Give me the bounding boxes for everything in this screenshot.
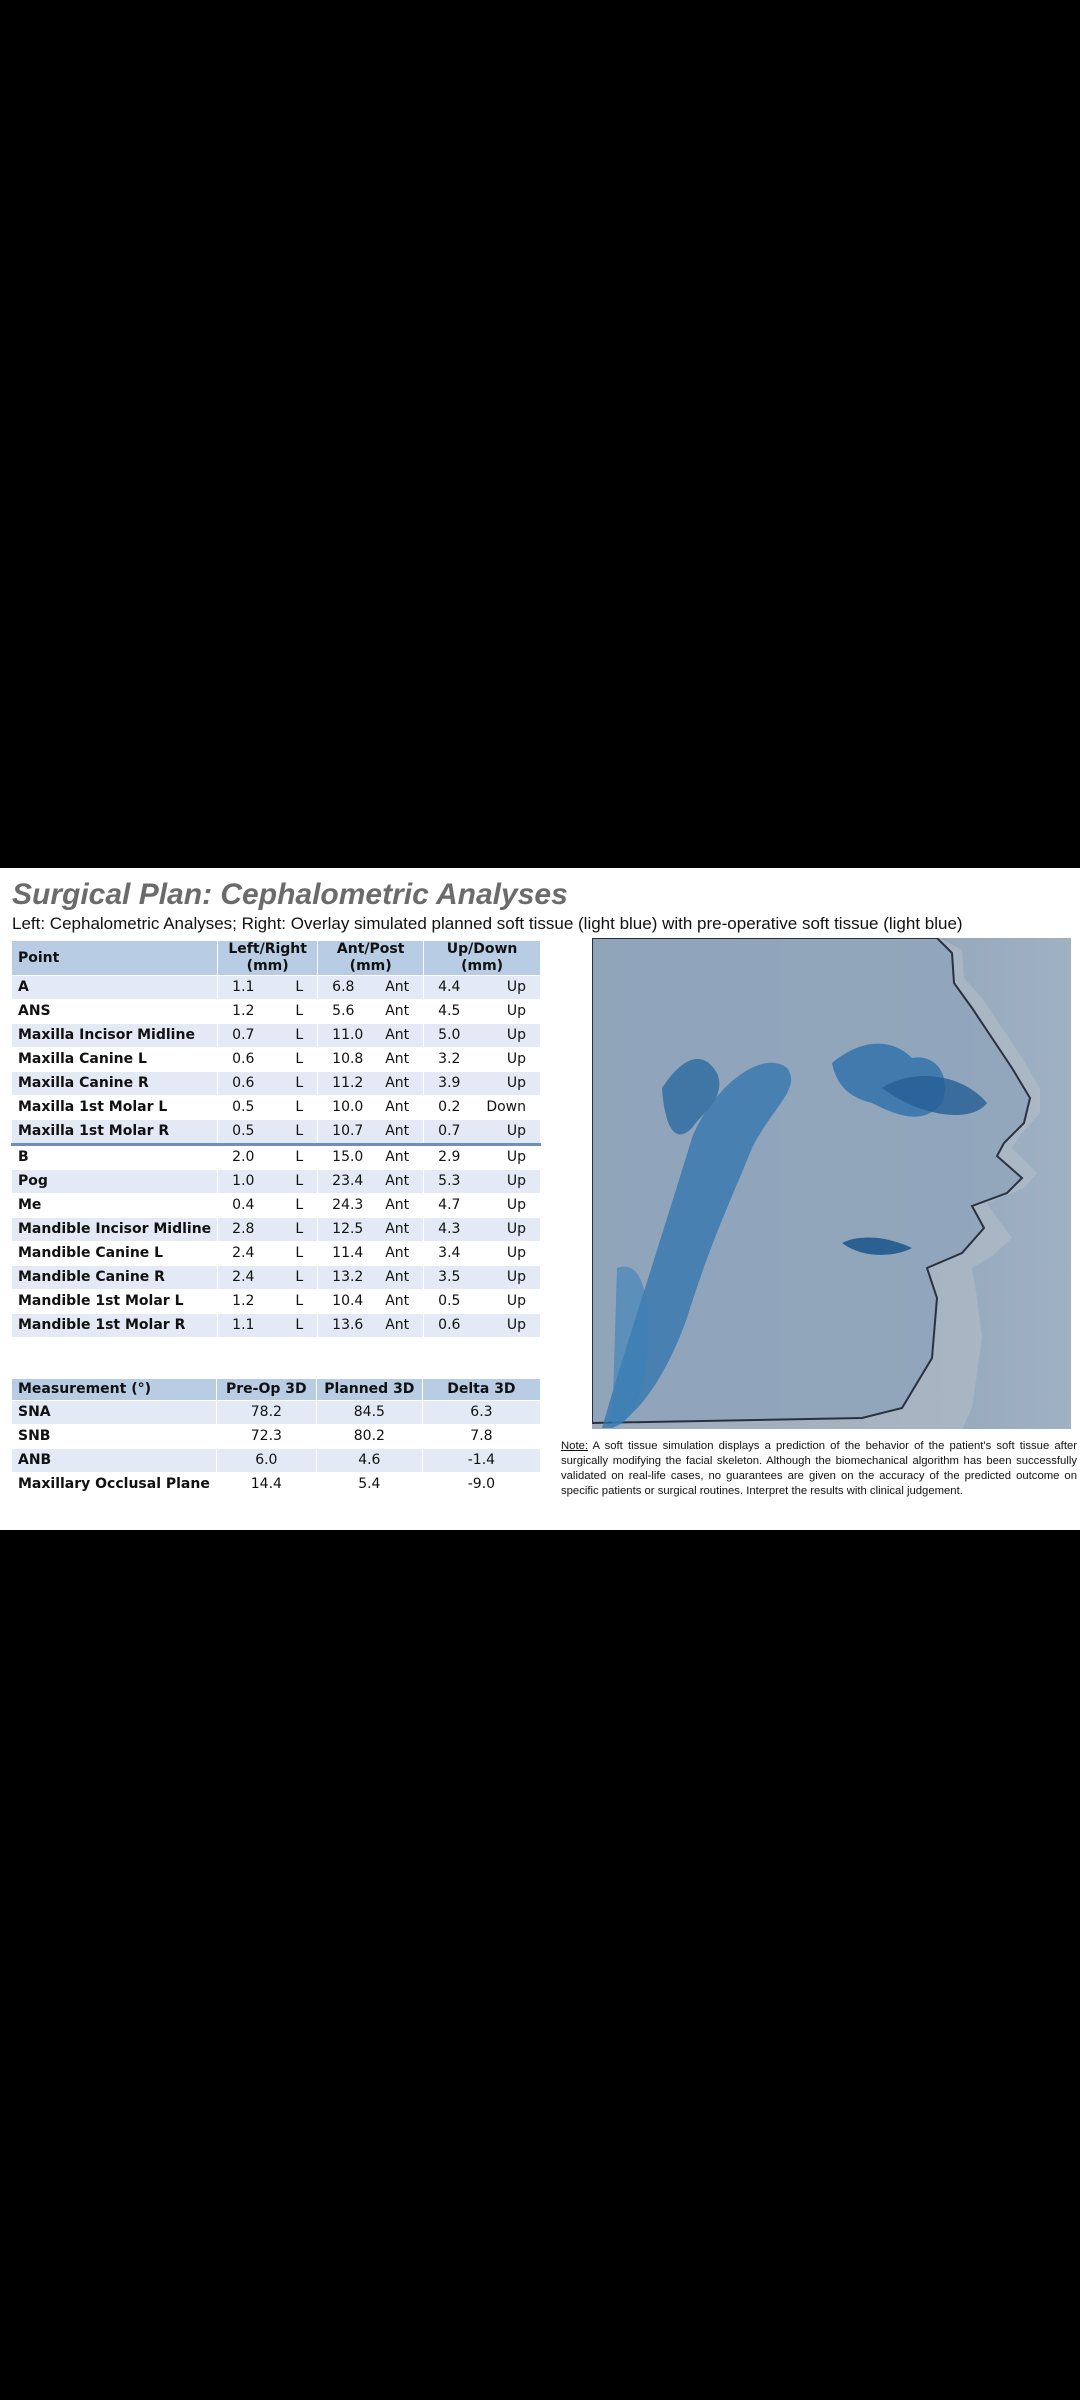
up-down-direction: Up [506, 1269, 526, 1285]
ant-post-direction: Ant [385, 1003, 410, 1019]
table-cell [12, 1120, 218, 1145]
point-name: Maxilla Canine R [18, 1075, 149, 1091]
table-cell [424, 1145, 541, 1170]
table-row [12, 1024, 541, 1048]
table-cell [424, 976, 541, 1000]
table-cell [424, 1000, 541, 1024]
up-down-value: 5.3 [438, 1173, 461, 1189]
table-cell [12, 1170, 218, 1194]
table-cell [318, 1120, 424, 1145]
ant-post-direction: Ant [385, 1317, 410, 1333]
measurement-name: Maxillary Occlusal Plane [12, 1473, 217, 1497]
up-down-direction: Up [506, 1051, 526, 1067]
delta-value: 6.3 [422, 1401, 540, 1425]
table-cell [218, 1218, 318, 1242]
left-right-value: 1.2 [232, 1293, 255, 1309]
table-cell [424, 1096, 541, 1120]
measurement-name: SNB [12, 1425, 217, 1449]
table-cell [424, 1024, 541, 1048]
ant-post-value: 6.8 [332, 979, 355, 995]
up-down-direction: Up [506, 1245, 526, 1261]
up-down-value: 5.0 [438, 1027, 461, 1043]
table-cell [424, 1072, 541, 1096]
points-table [11, 940, 541, 1338]
ant-post-value: 10.4 [332, 1293, 364, 1309]
left-right-value: 2.4 [232, 1269, 255, 1285]
note-text: A soft tissue simulation displays a prediction of the behavior of the patient's soft tissue after surgically modifying the facial skeleton. Although the biomechanical algorithm has been successfully validated on real-life cases, no guarantees are given on the accuracy of the predicted outcome on specific patients or surgical routines. Interpret the results with clinical judgement. [561, 1440, 1077, 1497]
ant-post-direction: Ant [385, 1293, 410, 1309]
table-cell [12, 1145, 218, 1170]
up-down-value: 3.2 [438, 1051, 461, 1067]
table-cell [218, 1290, 318, 1314]
table-row [12, 1194, 541, 1218]
ant-post-direction: Ant [385, 1027, 410, 1043]
table-cell [218, 1194, 318, 1218]
measurement-table [11, 1378, 541, 1497]
header-pre-op: Pre-Op 3D [216, 1379, 316, 1401]
left-right-value: 0.7 [232, 1027, 255, 1043]
ant-post-direction: Ant [385, 1075, 410, 1091]
header-point: Point [12, 941, 218, 976]
table-cell [218, 1314, 318, 1338]
up-down-value: 0.5 [438, 1293, 461, 1309]
slide [0, 868, 1080, 1530]
table-row [12, 1449, 541, 1473]
ant-post-value: 12.5 [332, 1221, 364, 1237]
left-right-value: 1.1 [232, 979, 255, 995]
ant-post-value: 10.7 [332, 1123, 364, 1139]
up-down-value: 0.7 [438, 1123, 461, 1139]
table-cell [424, 1194, 541, 1218]
point-name: ANS [18, 1003, 51, 1019]
pre-op-value: 14.4 [216, 1473, 316, 1497]
point-name: Pog [18, 1173, 48, 1189]
measurement-table-header [12, 1379, 541, 1401]
ant-post-direction: Ant [385, 1221, 410, 1237]
table-cell [424, 1266, 541, 1290]
left-right-direction: L [295, 1051, 304, 1067]
table-cell [12, 1242, 218, 1266]
pre-op-value: 72.3 [216, 1425, 316, 1449]
point-name: Maxilla Incisor Midline [18, 1027, 195, 1043]
left-right-value: 2.0 [232, 1149, 255, 1165]
table-row [12, 1314, 541, 1338]
table-cell [12, 1048, 218, 1072]
table-cell [318, 1048, 424, 1072]
up-down-direction: Up [506, 1317, 526, 1333]
disclaimer-note [561, 1439, 1077, 1499]
left-right-direction: L [295, 1123, 304, 1139]
ant-post-direction: Ant [385, 1123, 410, 1139]
left-right-value: 0.5 [232, 1099, 255, 1115]
table-cell [218, 1170, 318, 1194]
header-left-right: Left/Right (mm) [218, 941, 318, 976]
ant-post-value: 11.0 [332, 1027, 364, 1043]
header-planned: Planned 3D [316, 1379, 422, 1401]
table-row [12, 1145, 541, 1170]
up-down-direction: Up [506, 1173, 526, 1189]
ant-post-direction: Ant [385, 1197, 410, 1213]
table-cell [318, 976, 424, 1000]
table-cell [218, 1145, 318, 1170]
left-right-direction: L [295, 1027, 304, 1043]
left-right-direction: L [295, 1173, 304, 1189]
left-right-direction: L [295, 979, 304, 995]
ant-post-value: 10.0 [332, 1099, 364, 1115]
page-subtitle: Left: Cephalometric Analyses; Right: Overlay simulated planned soft tissue (light blue) with pre-operative soft tissue (light blue) [12, 914, 963, 933]
up-down-value: 4.5 [438, 1003, 461, 1019]
table-row [12, 1242, 541, 1266]
table-row [12, 1096, 541, 1120]
point-name: Mandible Incisor Midline [18, 1221, 212, 1237]
table-cell [318, 1266, 424, 1290]
delta-value: -9.0 [422, 1473, 540, 1497]
ant-post-value: 13.6 [332, 1317, 364, 1333]
ant-post-value: 15.0 [332, 1149, 364, 1165]
table-row [12, 1072, 541, 1096]
ant-post-direction: Ant [385, 1099, 410, 1115]
table-cell [12, 1290, 218, 1314]
table-cell [424, 1290, 541, 1314]
left-right-value: 1.0 [232, 1173, 255, 1189]
up-down-direction: Up [506, 1149, 526, 1165]
table-cell [12, 1072, 218, 1096]
up-down-value: 0.6 [438, 1317, 461, 1333]
left-right-value: 2.4 [232, 1245, 255, 1261]
ant-post-value: 5.6 [332, 1003, 355, 1019]
page-title: Surgical Plan: Cephalometric Analyses [12, 878, 568, 911]
left-right-value: 1.1 [232, 1317, 255, 1333]
left-right-value: 0.5 [232, 1123, 255, 1139]
table-cell [12, 976, 218, 1000]
soft-tissue-overlay-image [592, 938, 1071, 1429]
up-down-direction: Up [506, 1075, 526, 1091]
ant-post-value: 23.4 [332, 1173, 364, 1189]
table-cell [218, 1072, 318, 1096]
point-name: Maxilla 1st Molar L [18, 1099, 168, 1115]
table-cell [318, 1290, 424, 1314]
table-row [12, 1473, 541, 1497]
left-right-value: 0.6 [232, 1075, 255, 1091]
point-name: Mandible Canine R [18, 1269, 165, 1285]
table-row [12, 976, 541, 1000]
table-row [12, 1120, 541, 1145]
ant-post-direction: Ant [385, 1245, 410, 1261]
point-name: Mandible 1st Molar L [18, 1293, 184, 1309]
ant-post-value: 11.2 [332, 1075, 364, 1091]
table-cell [318, 1072, 424, 1096]
planned-value: 5.4 [316, 1473, 422, 1497]
measurement-name: ANB [12, 1449, 217, 1473]
ant-post-direction: Ant [385, 979, 410, 995]
up-down-direction: Up [506, 1123, 526, 1139]
point-name: Mandible 1st Molar R [18, 1317, 186, 1333]
table-cell [12, 1314, 218, 1338]
table-cell [424, 1048, 541, 1072]
table-cell [218, 1048, 318, 1072]
header-measurement: Measurement (°) [12, 1379, 217, 1401]
left-right-direction: L [295, 1149, 304, 1165]
table-row [12, 1170, 541, 1194]
table-cell [318, 1096, 424, 1120]
up-down-direction: Up [506, 979, 526, 995]
left-right-value: 2.8 [232, 1221, 255, 1237]
points-table-header [12, 941, 541, 976]
up-down-direction: Up [506, 1221, 526, 1237]
table-cell [12, 1000, 218, 1024]
table-cell [424, 1120, 541, 1145]
table-row [12, 1000, 541, 1024]
table-row [12, 1048, 541, 1072]
up-down-value: 2.9 [438, 1149, 461, 1165]
up-down-value: 3.5 [438, 1269, 461, 1285]
table-cell [318, 1242, 424, 1266]
table-cell [12, 1194, 218, 1218]
table-row [12, 1401, 541, 1425]
left-right-direction: L [295, 1221, 304, 1237]
note-label: Note: [561, 1440, 589, 1452]
left-right-direction: L [295, 1317, 304, 1333]
point-name: Me [18, 1197, 42, 1213]
table-cell [424, 1218, 541, 1242]
table-cell [318, 1145, 424, 1170]
up-down-value: 3.9 [438, 1075, 461, 1091]
table-row [12, 1425, 541, 1449]
table-cell [318, 1000, 424, 1024]
delta-value: -1.4 [422, 1449, 540, 1473]
left-right-direction: L [295, 1003, 304, 1019]
table-cell [218, 1000, 318, 1024]
table-cell [218, 1120, 318, 1145]
header-up-down: Up/Down (mm) [424, 941, 541, 976]
header-delta: Delta 3D [422, 1379, 540, 1401]
table-cell [424, 1314, 541, 1338]
table-cell [424, 1242, 541, 1266]
up-down-value: 4.3 [438, 1221, 461, 1237]
planned-value: 84.5 [316, 1401, 422, 1425]
left-right-value: 0.4 [232, 1197, 255, 1213]
left-right-value: 1.2 [232, 1003, 255, 1019]
point-name: A [18, 979, 29, 995]
up-down-value: 3.4 [438, 1245, 461, 1261]
up-down-direction: Down [486, 1099, 526, 1115]
table-cell [318, 1170, 424, 1194]
table-row [12, 1218, 541, 1242]
ant-post-value: 13.2 [332, 1269, 364, 1285]
up-down-direction: Up [506, 1293, 526, 1309]
delta-value: 7.8 [422, 1425, 540, 1449]
left-right-direction: L [295, 1197, 304, 1213]
ant-post-direction: Ant [385, 1051, 410, 1067]
table-cell [218, 1096, 318, 1120]
ant-post-direction: Ant [385, 1269, 410, 1285]
table-cell [318, 1314, 424, 1338]
ant-post-value: 10.8 [332, 1051, 364, 1067]
measurement-name: SNA [12, 1401, 217, 1425]
table-cell [12, 1096, 218, 1120]
left-right-direction: L [295, 1245, 304, 1261]
table-row [12, 1266, 541, 1290]
up-down-direction: Up [506, 1003, 526, 1019]
pre-op-value: 78.2 [216, 1401, 316, 1425]
soft-tissue-overlay-drawing [592, 938, 1071, 1429]
table-row [12, 1290, 541, 1314]
left-right-direction: L [295, 1293, 304, 1309]
point-name: Maxilla 1st Molar R [18, 1123, 170, 1139]
table-cell [12, 1024, 218, 1048]
table-cell [218, 1024, 318, 1048]
ant-post-direction: Ant [385, 1173, 410, 1189]
up-down-direction: Up [506, 1197, 526, 1213]
table-cell [12, 1266, 218, 1290]
point-name: Maxilla Canine L [18, 1051, 147, 1067]
table-cell [424, 1170, 541, 1194]
table-cell [318, 1024, 424, 1048]
ant-post-value: 11.4 [332, 1245, 364, 1261]
header-ant-post: Ant/Post (mm) [318, 941, 424, 976]
table-cell [218, 1242, 318, 1266]
table-cell [218, 1266, 318, 1290]
planned-value: 4.6 [316, 1449, 422, 1473]
up-down-value: 4.4 [438, 979, 461, 995]
ant-post-value: 24.3 [332, 1197, 364, 1213]
table-cell [318, 1218, 424, 1242]
table-cell [318, 1194, 424, 1218]
up-down-value: 0.2 [438, 1099, 461, 1115]
point-name: Mandible Canine L [18, 1245, 164, 1261]
left-right-direction: L [295, 1269, 304, 1285]
left-right-value: 0.6 [232, 1051, 255, 1067]
table-cell [12, 1218, 218, 1242]
up-down-direction: Up [506, 1027, 526, 1043]
planned-value: 80.2 [316, 1425, 422, 1449]
ant-post-direction: Ant [385, 1149, 410, 1165]
point-name: B [18, 1149, 29, 1165]
table-cell [218, 976, 318, 1000]
up-down-value: 4.7 [438, 1197, 461, 1213]
left-right-direction: L [295, 1099, 304, 1115]
pre-op-value: 6.0 [216, 1449, 316, 1473]
left-right-direction: L [295, 1075, 304, 1091]
